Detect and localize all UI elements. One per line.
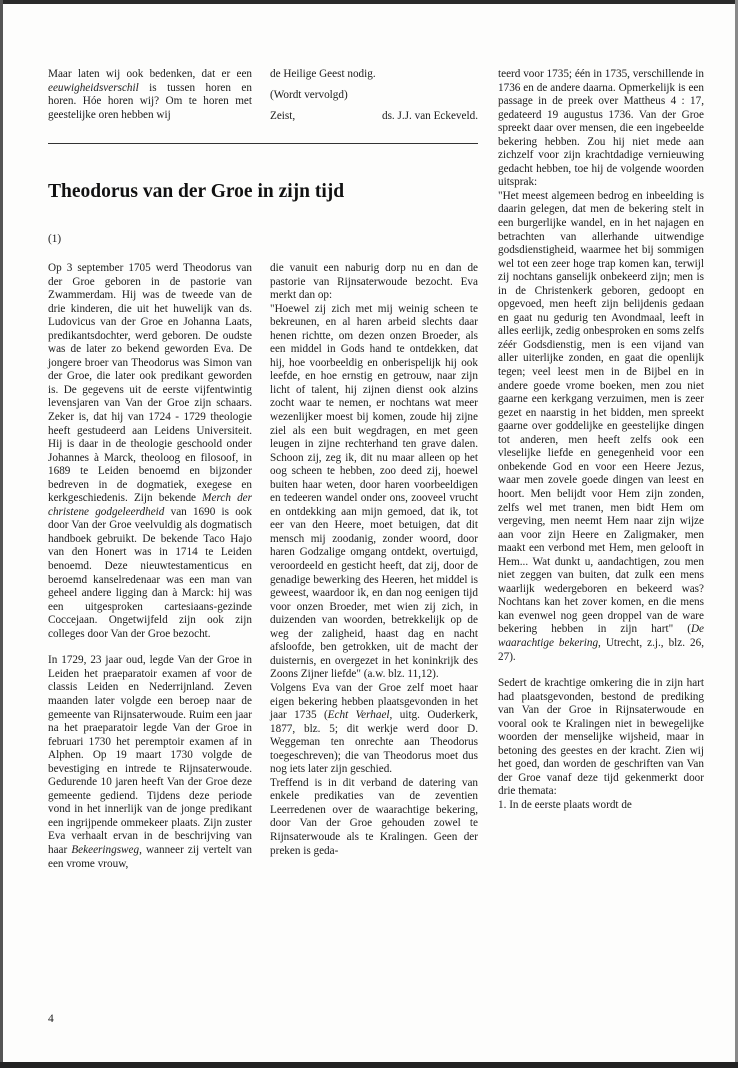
article-column-2	[270, 262, 478, 858]
to-be-continued: (Wordt vervolgd)	[270, 88, 348, 101]
section-divider	[48, 143, 478, 144]
scan-edge-left	[0, 0, 3, 1068]
article-column-3	[498, 68, 704, 813]
previous-article-end-line: de Heilige Geest nodig.	[270, 68, 376, 80]
section-number: (1)	[48, 233, 62, 245]
previous-article-col1	[48, 68, 252, 122]
paragraph-dating: Treffend is in dit verband de datering van enkele predikaties van de zeventien Leerredenen over de waarachtige bekering, door Van der Groe gehouden zowel te Rijnsaterwoude als te Kralingen. Geen der preken is geda-	[270, 776, 478, 857]
signature-row	[270, 110, 478, 124]
quote-eva: "Hoewel zij zich met mij weinig scheen te bekreunen, en al haren arbeid slechts daar henen richtte, om dezen onzen Broeder, als een middel in Gods hand te ontdekken, dat hij, hoe voorbeeldig en onberispelijk hij ook leefde, en hoe ernstig en getrouw, naar zijn licht of talent, hij zijnen dienst ook alzins zocht waar te nemen, er nochtans wat meer wezenlijker moest bij komen, zoude hij zijne ziel als een buit wegdragen, en met geen leugen in zijne rechterhand ten grave dalen. Schoon zij, zeg ik, dit nu maar alleen op het oog scheen te hebben, zoo deed zij, hoewel buiten haar weten, door haren voorbeeldigen en tedeeren wandel onder ons, zooveel vrucht en ontdekking aan mijn gemoed, dat ik, tot eer van den Heere, moet betuigen, dat dit mensch mij zoodanig, zonder woord, door haren Godzalige omgang ontdekt, overtuigd, veroordeeld en gesticht heeft, dat zij, door de genadige bewerking des Heeren, het middel is geweest, waardoor ik, en dan nog eenigen tijd voor onzen Broeder, met wien zij zich, in duizenden van woorden, betrekkelijk op de weg der zaligheid, haast dag en nacht afsloofde, ben getrokken, uit de macht der duisternis, en overgezet in het koninkrijk des Zoons Zijner liefde" (a.w. blz. 11,12).	[270, 302, 478, 681]
previous-article-text: Maar laten wij ook bedenken, dat er een eeuwigheidsverschil is tussen horen en horen. Hóe horen wij? Om te horen met geestelijke oren hebben wij	[48, 68, 252, 121]
signature-author: ds. J.J. van Eckeveld.	[381, 110, 478, 123]
paragraph-sermons: teerd voor 1735; één in 1735, verschillende in 1736 en de andere daarna. Opmerkelijk is een passage in de preek over Mattheus 4 : 17, gedateerd 19 augustus 1736. Van der Groe spreekt daar over mensen, die een ingebeelde bekering hebben. Zou hij niet mede aan zichzelf voor zijn krachtdadige vernieuwing gedacht hebben, toe hij de volgende woorden uitsprak:	[498, 68, 704, 189]
article-column-1	[48, 262, 252, 871]
scan-edge-bottom	[0, 1062, 738, 1068]
signature-place: Zeist,	[270, 110, 296, 123]
page-number: 4	[48, 1013, 54, 1025]
paragraph-conversion: Volgens Eva van der Groe zelf moet haar eigen bekering hebben plaatsgevonden in het jaar 1735 (Echt Verhael, uitg. Ouderkerk, 1877, blz. 5; dit werkje werd door D. Weggeman ten onrechte aan Theodorus toegeschreven); die van Theodorus moet dus nog iets later zijn geschied.	[270, 681, 478, 776]
paragraph-exam: In 1729, 23 jaar oud, legde Van der Groe in Leiden het praeparatoir examen af voor de classis Leiden en Nederrijnland. Zeven maanden later volgde een beroep naar de gemeente van Rijnsaterwoude. Ruim een jaar na het praeparatoir legde Van der Groe in februari 1730 het peremptoir examen af in Alphen. Op 19 maart 1730 volgde de bevestiging en intrede te Rijnsaterwoude. Gedurende 10 jaren heeft Van der Groe deze gemeente gediend. Tijdens deze periode vond in het innerlijk van de jonge predikant een ingrijpende ommekeer plaats. Zijn zuster Eva verhaalt ervan in de beschrijving van haar Bekeeringsweg, wanneer zij vertelt van een vrome vrouw,	[48, 654, 252, 870]
quote-sermon: "Het meest algemeen bedrog en inbeelding is daarin gelegen, dat men de bekering stelt in een burgerlijke wandel, en in het najagen en betrachten van allerhande uitwendige godsdienstigheid, waarmee het bij sommigen wel tot een zeer hoge trap komen kan, terwijl zij nochtans ganselijk onbekeerd zijn; men is in de Christenkerk geboren, gedoopt en opgevoed, men heeft zijn belijdenis gedaan en gaat nu gedurig ten Avondmaal, leeft in alles eerlijk, zedig onbesproken en soms zelfs zéér Godsdienstig, men is een vijand van aller uiterlijke zonden, en gaat die openlijk tegen; veel leest men in de Bijbel en in andere goede vrome boeken, men zou niet gaarne een kerkgang verzuimen, men is zeer gezet en naarstig in het bidden, men spreekt gaarne over goddelijke en geestelijke dingen tot anderen, men heeft zelfs ook een vleselijke liefde en genegenheid voor een onbekende God en voor een Heere Jezus, waar men zovele goede dingen van leest en hoort. Men belijdt voor Hem zijn zonden, zelfs wel met tranen, men bidt Hem om vergeving, men neemt Hem naar zijn wijze aan voor zijn Heere en Zaligmaker, men maakt een verbond met Hem, men gelooft in Hem... Wat dunkt u, aandachtigen, zou men niet zeggen van buiten, dat zulk een mens waarlijk wedergeboren en bekeerd was? Nochtans kan het zover komen, en die mens kan evenwel nog geen droppel van de ware bekering hebben in zijn hart" (De waarachtige bekering, Utrecht, z.j., blz. 26, 27).	[498, 189, 704, 663]
article-title: Theodorus van der Groe in zijn tijd	[48, 181, 345, 202]
paragraph-first-theme: 1. In de eerste plaats wordt de	[498, 798, 632, 811]
previous-article-col2	[270, 68, 478, 124]
scan-edge-top	[0, 0, 738, 4]
paragraph-birth: Op 3 september 1705 werd Theodorus van der Groe geboren in de pastorie van Zwammerdam. Hij was de tweede van de drie kinderen, die uit het huwelijk van ds. Ludovicus van der Groe en Johanna Laats, predikantsdochter, werd geboren. De oudste was de later zo bekend geworden Eva. De jongere broer van Theodorus was Simon van der Groe, die later ook predikant geworden is. De gegevens uit de eerste vijfentwintig levensjaren van Van der Groe zijn schaars. Zeker is, dat hij van 1724 - 1729 theologie heeft gestudeerd aan Leidens Universiteit. Hij is daar in de theologie geschoold onder Johannes à Marck, theoloog en filosoof, in 1689 te Leiden benoemd en bijzonder bedreven in de dogmatiek, exegese en kerkgeschiedenis. Zijn bekende Merch der christene godgeleerdheid van 1690 is ook door Van der Groe veelvuldig als dogmatisch handboek gebruikt. De bekende Taco Hajo van den Honert was in 1714 te Leiden benoemd. Deze nieuwtestamenticus en beroemd kanselredenaar was een man van geheel andere ligging dan à Marck: hij was een uitgesproken cartesiaans-gezinde Coccejaan. Ongetwijfeld zijn ook zijn colleges door Van der Groe bezocht.	[48, 262, 252, 640]
paragraph-visit: die vanuit een naburig dorp nu en dan de pastorie van Rijnsaterwoude bezocht. Eva merkt dan op:	[270, 262, 478, 302]
paragraph-preaching: Sedert de krachtige omkering die in zijn hart had plaatsgevonden, bestond de prediking van Van der Groe in Rijnsaterwoude en vooral ook te Kralingen niet in bewegelijke woorden der menselijke wijsheid, maar in betoning des geestes en der kracht. Zien wij het goed, dan worden de geschriften van Van der Groe vanaf deze tijd gekenmerkt door drie themata:	[498, 677, 704, 798]
